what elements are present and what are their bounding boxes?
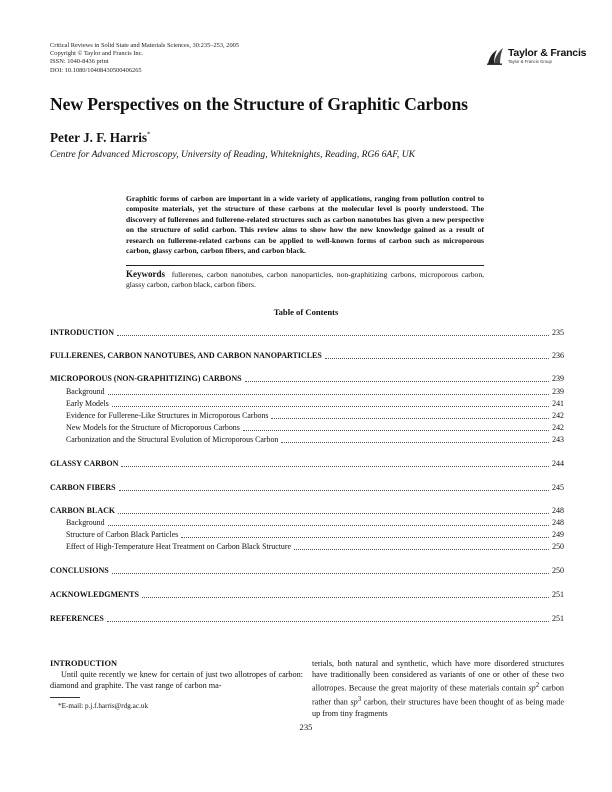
publisher-logo <box>485 44 587 68</box>
toc-leader <box>271 418 549 419</box>
toc-entry-label: Structure of Carbon Black Particles <box>66 530 179 539</box>
toc-entry-label: Early Models <box>66 399 109 408</box>
toc-entry-page: 244 <box>552 459 564 468</box>
toc-entry-carbon-black-background[interactable] <box>66 517 564 528</box>
author-name <box>50 130 151 146</box>
toc-entry-label: CARBON BLACK <box>50 506 116 515</box>
body-text-segment: carbon rather than <box>312 684 565 708</box>
keywords-divider <box>126 265 484 266</box>
journal-info <box>50 42 239 75</box>
toc-leader <box>245 381 549 382</box>
superscript: 2 <box>535 682 540 690</box>
toc-entry-page: 248 <box>552 518 564 527</box>
toc-leader <box>108 394 550 395</box>
toc-entry-conclusions[interactable] <box>50 565 564 576</box>
body-text-segment: terials, both natural and synthetic, which have more disordered structures have traditionally been considered as variants of one or other of these two allotropes. Because the great majority of these materials contain <box>312 659 564 694</box>
toc-title: Table of Contents <box>273 307 339 317</box>
body-column-right <box>312 658 564 719</box>
keywords-text: fullerenes, carbon nanotubes, carbon nanoparticles, non-graphitizing carbons, microporous carbon, glassy carbon, carbon black, carbon fibers. <box>126 270 485 290</box>
toc-leader <box>117 335 549 336</box>
toc-leader <box>112 573 549 574</box>
publisher-name: Taylor & Francis <box>508 47 587 59</box>
toc-entry-page: 248 <box>552 506 564 515</box>
toc-entry-label: ACKNOWLEDGMENTS <box>50 590 139 599</box>
toc-leader <box>108 525 550 526</box>
toc-entry-microporous-carbons[interactable] <box>50 373 564 384</box>
toc-entry-introduction[interactable] <box>50 327 564 338</box>
toc-entry-page: 242 <box>552 411 564 420</box>
issn-line: ISSN: 1040-8436 print <box>50 58 109 66</box>
article-title: New Perspectives on the Structure of Graphitic Carbons <box>50 94 468 114</box>
doi-line: DOI: 10.1080/10408430500406265 <box>50 66 142 74</box>
toc-entry-label: Background <box>66 387 105 396</box>
toc-entry-references[interactable] <box>50 613 564 624</box>
toc-entry-page: 235 <box>552 328 564 337</box>
toc-entry-label: MICROPOROUS (NON-GRAPHITIZING) CARBONS <box>50 374 242 383</box>
toc-entry-page: 251 <box>552 614 564 623</box>
toc-entry-label: CONCLUSIONS <box>50 566 109 575</box>
toc-entry-carbon-black-particles[interactable] <box>66 529 564 540</box>
toc-entry-page: 249 <box>552 530 564 539</box>
toc-entry-page: 245 <box>552 483 564 492</box>
toc-entry-label: Carbonization and the Structural Evolution of Microporous Carbon <box>66 435 279 444</box>
toc-entry-label: Background <box>66 518 105 527</box>
toc-entry-microporous-background[interactable] <box>66 386 564 397</box>
toc-entry-fullerenes[interactable] <box>50 350 564 361</box>
section-heading-introduction: INTRODUCTION <box>50 659 118 668</box>
toc-entry-page: 236 <box>552 351 564 360</box>
toc-entry-page: 243 <box>552 435 564 444</box>
journal-citation: Critical Reviews in Solid State and Materials Sciences, 30:235–253, 2005 <box>50 42 240 49</box>
toc-entry-new-models[interactable] <box>66 422 564 433</box>
author-name-text: Peter J. F. Harris <box>50 130 148 145</box>
toc-entry-label: New Models for the Structure of Microporous Carbons <box>66 423 240 432</box>
toc-entry-label: REFERENCES <box>50 614 104 623</box>
keywords-label: Keywords <box>126 269 165 279</box>
toc-entry-glassy-carbon[interactable] <box>50 458 564 469</box>
toc-entry-page: 241 <box>552 399 564 408</box>
publisher-subname: Taylor & Francis Group <box>508 59 552 64</box>
toc-leader <box>281 442 549 443</box>
toc-leader <box>107 621 549 622</box>
toc-entry-label: INTRODUCTION <box>50 328 115 337</box>
toc-entry-label: FULLERENES, CARBON NANOTUBES, AND CARBON NANOPARTICLES <box>50 351 322 360</box>
sp-term: sp <box>528 684 536 694</box>
author-affiliation: Centre for Advanced Microscopy, University of Reading, Whiteknights, Reading, RG6 6AF, UK <box>50 149 416 160</box>
publisher-logo-icon <box>485 44 505 66</box>
toc-entry-page: 239 <box>552 374 564 383</box>
toc-entry-label: Effect of High-Temperature Heat Treatment on Carbon Black Structure <box>66 542 291 551</box>
toc-entry-page: 250 <box>552 566 564 575</box>
toc-entry-label: Evidence for Fullerene-Like Structures in Microporous Carbons <box>66 411 269 420</box>
toc-entry-page: 242 <box>552 423 564 432</box>
toc-leader <box>325 358 549 359</box>
sp-term: sp <box>350 698 358 708</box>
page-number: 235 <box>299 722 313 732</box>
toc-entry-page: 251 <box>552 590 564 599</box>
superscript: 3 <box>357 696 362 704</box>
toc-leader <box>112 406 549 407</box>
toc-leader <box>142 597 549 598</box>
toc-leader <box>294 549 549 550</box>
copyright-line: Copyright © Taylor and Francis Inc. <box>50 50 144 58</box>
toc-entry-label: CARBON FIBERS <box>50 483 116 492</box>
toc-entry-carbon-fibers[interactable] <box>50 482 564 493</box>
toc-entry-early-models[interactable] <box>66 398 564 409</box>
toc-entry-carbon-black[interactable] <box>50 505 564 516</box>
toc-entry-carbonization[interactable] <box>66 434 564 445</box>
toc-leader <box>121 466 549 467</box>
abstract: Graphitic forms of carbon are important in a wide variety of applications, ranging from pollution control to composite materials, yet the structure of these carbons at the molecular level is poorly understood. The discovery of fullerenes and fullerene-related structures such as carbon nanotubes has given a new perspective on the structure of solid carbon. This review aims to show how the new knowledge gained as a result of research on fullerene-related carbons can be applied to well-known forms of carbon such as microporous carbon, glassy carbon, carbon fibers, and carbon black. <box>126 194 484 256</box>
toc-entry-label: GLASSY CARBON <box>50 459 119 468</box>
toc-leader <box>181 537 549 538</box>
toc-entry-page: 250 <box>552 542 564 551</box>
toc-leader <box>118 513 549 514</box>
keywords <box>126 269 484 291</box>
body-paragraph: Until quite recently we knew for certain of just two allotropes of carbon: diamond and graphite. The vast range of carbon ma- <box>50 670 303 691</box>
toc-leader <box>243 430 549 431</box>
toc-entry-page: 239 <box>552 387 564 396</box>
body-text-segment: carbon, their structures have been thought of as being made up from tiny fragments <box>312 698 564 719</box>
toc-entry-evidence-fullerene-like[interactable] <box>66 410 564 421</box>
toc-entry-acknowledgments[interactable] <box>50 589 564 600</box>
toc-leader <box>119 490 549 491</box>
toc-entry-heat-treatment[interactable] <box>66 541 564 552</box>
footnote-divider <box>50 697 80 698</box>
author-footnote-mark: * <box>147 130 151 139</box>
body-column-left <box>50 658 303 692</box>
footnote-email: *E-mail: p.j.f.harris@rdg.ac.uk <box>58 702 149 710</box>
